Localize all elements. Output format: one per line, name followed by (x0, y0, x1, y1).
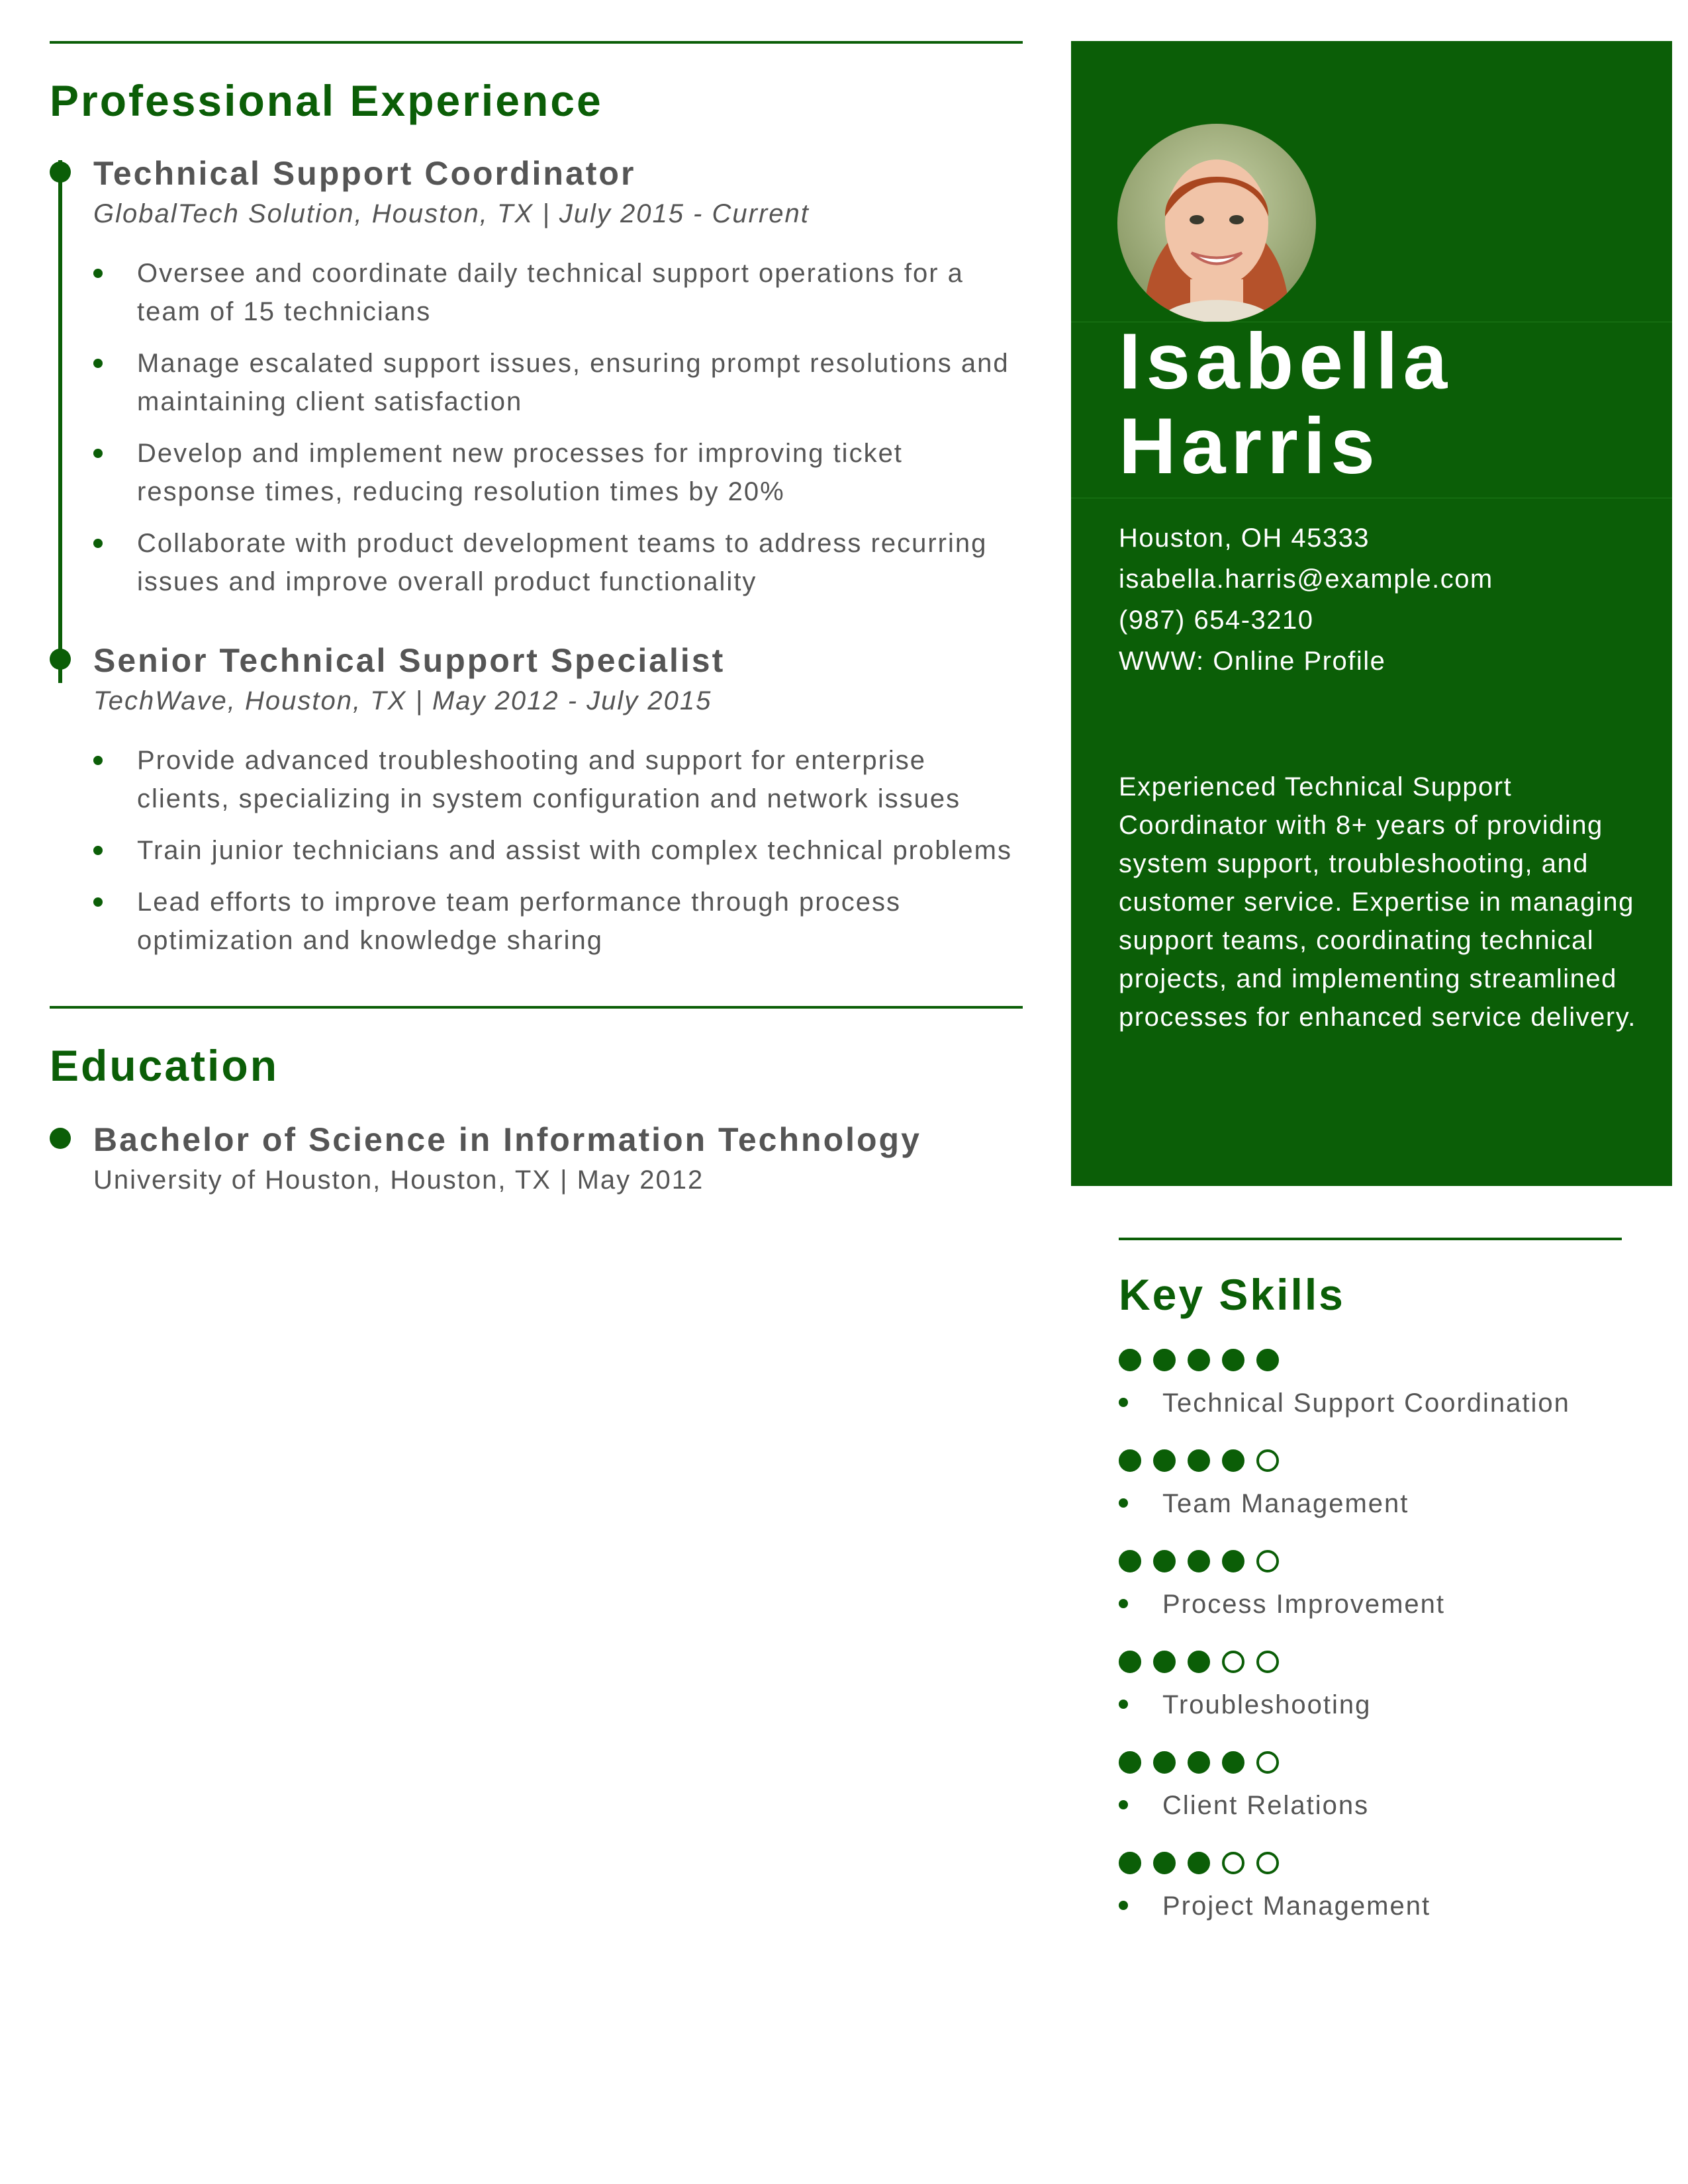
section-divider (50, 1006, 1023, 1009)
timeline-dot (50, 161, 71, 183)
skill-name: Project Management (1119, 1888, 1622, 1925)
rating-dot-filled-icon (1188, 1449, 1210, 1472)
skills-heading: Key Skills (1119, 1270, 1345, 1319)
rating-dot-filled-icon (1153, 1349, 1176, 1371)
skill-name: Troubleshooting (1119, 1686, 1622, 1723)
email-link[interactable]: isabella.harris@example.com (1119, 565, 1493, 594)
skill-item (1119, 1449, 1622, 1522)
rating-dot-filled-icon (1119, 1449, 1141, 1472)
rating-dot-empty-icon (1256, 1852, 1279, 1874)
avatar (1117, 124, 1316, 322)
rating-dot-filled-icon (1119, 1751, 1141, 1774)
rating-dot-filled-icon (1153, 1852, 1176, 1874)
candidate-name (1119, 319, 1452, 488)
job-meta: GlobalTech Solution, Houston, TX | July 2015 - Current (93, 199, 810, 228)
section-divider (50, 41, 1023, 44)
skill-rating (1119, 1651, 1622, 1673)
list-item: Develop and implement new processes for improving ticket response times, reducing resolution times by 20% (93, 434, 1023, 511)
rating-dot-empty-icon (1222, 1651, 1244, 1673)
rating-dot-empty-icon (1256, 1651, 1279, 1673)
list-item: Manage escalated support issues, ensuring prompt resolutions and maintaining client satisfaction (93, 344, 1023, 421)
website-link[interactable]: WWW: Online Profile (1119, 647, 1386, 676)
rating-dot-empty-icon (1256, 1751, 1279, 1774)
section-divider (1119, 1238, 1622, 1240)
rating-dot-filled-icon (1188, 1751, 1210, 1774)
skill-item (1119, 1852, 1622, 1925)
skill-rating (1119, 1349, 1622, 1371)
skill-rating (1119, 1751, 1622, 1774)
rating-dot-empty-icon (1222, 1852, 1244, 1874)
rating-dot-empty-icon (1256, 1449, 1279, 1472)
skill-rating (1119, 1550, 1622, 1572)
education-entry (50, 1120, 1023, 1197)
job-bullets (93, 254, 1023, 601)
avatar-portrait-icon (1117, 124, 1316, 322)
rating-dot-filled-icon (1222, 1449, 1244, 1472)
job-bullets (93, 741, 1023, 960)
phone-text: (987) 654-3210 (1119, 606, 1314, 635)
job-entry (50, 154, 1023, 601)
rating-dot-filled-icon (1222, 1550, 1244, 1572)
job-title: Technical Support Coordinator (93, 155, 636, 192)
timeline-dot (50, 649, 71, 670)
skill-name: Process Improvement (1119, 1586, 1622, 1623)
rating-dot-filled-icon (1153, 1449, 1176, 1472)
skill-name: Client Relations (1119, 1787, 1622, 1824)
profile-panel (1071, 41, 1672, 1186)
rating-dot-filled-icon (1119, 1852, 1141, 1874)
skill-name: Technical Support Coordination (1119, 1385, 1622, 1422)
rating-dot-filled-icon (1119, 1550, 1141, 1572)
rating-dot-filled-icon (1153, 1651, 1176, 1673)
rating-dot-filled-icon (1119, 1349, 1141, 1371)
experience-heading: Professional Experience (50, 76, 603, 125)
contact-info (1119, 518, 1493, 682)
rating-dot-filled-icon (1188, 1349, 1210, 1371)
job-title: Senior Technical Support Specialist (93, 642, 726, 679)
skill-item (1119, 1550, 1622, 1623)
job-meta: TechWave, Houston, TX | May 2012 - July 2015 (93, 686, 712, 715)
education-meta: University of Houston, Houston, TX | May 2012 (93, 1165, 704, 1195)
skill-name: Team Management (1119, 1485, 1622, 1522)
rating-dot-filled-icon (1256, 1349, 1279, 1371)
skill-item (1119, 1751, 1622, 1824)
rating-dot-filled-icon (1222, 1751, 1244, 1774)
list-item: Provide advanced troubleshooting and support for enterprise clients, specializing in system configuration and network issues (93, 741, 1023, 818)
first-name: Isabella (1119, 317, 1453, 406)
skill-rating (1119, 1852, 1622, 1874)
list-item: Collaborate with product development teams to address recurring issues and improve overall product functionality (93, 524, 1023, 601)
list-item: Train junior technicians and assist with complex technical problems (93, 831, 1023, 870)
location-text: Houston, OH 45333 (1119, 523, 1370, 553)
skills-list (1119, 1349, 1622, 1925)
skills-section (1119, 1238, 1622, 1925)
rating-dot-filled-icon (1188, 1852, 1210, 1874)
rating-dot-filled-icon (1119, 1651, 1141, 1673)
education-heading: Education (50, 1041, 279, 1090)
timeline-dot (50, 1128, 71, 1149)
skill-rating (1119, 1449, 1622, 1472)
rating-dot-filled-icon (1222, 1349, 1244, 1371)
rating-dot-empty-icon (1256, 1550, 1279, 1572)
rating-dot-filled-icon (1153, 1550, 1176, 1572)
degree-title: Bachelor of Science in Information Technology (93, 1121, 921, 1158)
job-entry (50, 641, 1023, 960)
rating-dot-filled-icon (1153, 1751, 1176, 1774)
skill-item (1119, 1651, 1622, 1723)
rating-dot-filled-icon (1188, 1550, 1210, 1572)
skill-item (1119, 1349, 1622, 1422)
experience-timeline (50, 154, 1023, 960)
list-item: Oversee and coordinate daily technical support operations for a team of 15 technicians (93, 254, 1023, 331)
main-column (50, 41, 1023, 1197)
rating-dot-filled-icon (1188, 1651, 1210, 1673)
last-name: Harris (1119, 402, 1380, 490)
list-item: Lead efforts to improve team performance through process optimization and knowledge sharing (93, 883, 1023, 960)
profile-summary: Experienced Technical Support Coordinator with 8+ years of providing system support, troubleshooting, and customer service. Expertise in managing support teams, coordinating technical projects, and implementing streamlined processes for enhanced service delivery. (1119, 772, 1636, 1032)
